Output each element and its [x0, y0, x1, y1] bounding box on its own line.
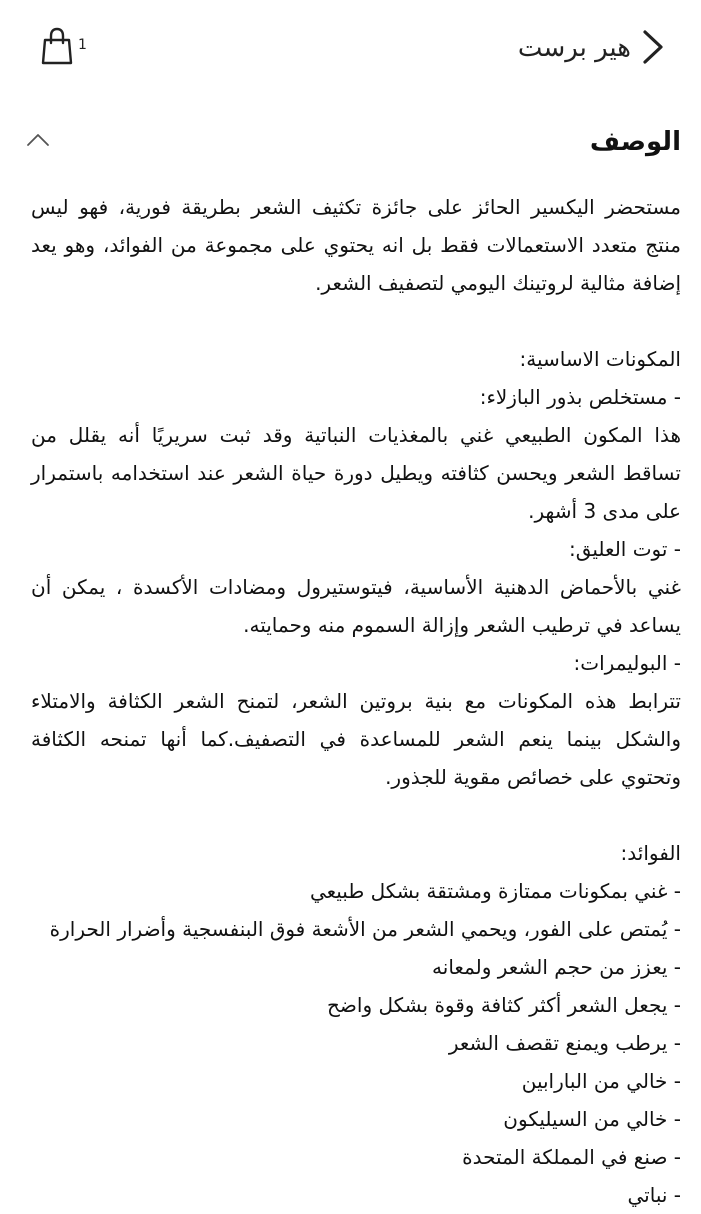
- top-bar: [0, 0, 701, 96]
- ingredient-title: - مستخلص بذور البازلاء:: [479, 385, 681, 409]
- description-accordion-header[interactable]: [0, 118, 701, 168]
- ingredient-title: - توت العليق:: [568, 537, 681, 561]
- page-title: هير برست: [517, 33, 631, 63]
- benefit-item: - يُمتص على الفور، ويحمي الشعر من الأشعة فوق البنفسجية وأضرار الحرارة: [49, 917, 681, 941]
- benefits-heading: الفوائد:: [620, 841, 681, 865]
- ingredient-text: هذا المكون الطبيعي غني بالمغذيات النباتية وقد ثبت سريريًا أنه يقلل من تساقط الشعر ويحسن كثافته ويطيل دورة حياة الشعر عند استخدامه باستمرار على مدى 3 أشهر.: [31, 423, 681, 523]
- chevron-right-icon[interactable]: [637, 28, 667, 66]
- benefit-item: - يرطب ويمنع تقصف الشعر: [448, 1031, 681, 1055]
- ingredient-title: - البوليمرات:: [573, 651, 681, 675]
- ingredient-text: غني بالأحماض الدهنية الأساسية، فيتوستيرول ومضادات الأكسدة ، يمكن أن يساعد في ترطيب الشعر وإزالة السموم منه وحمايته.: [31, 575, 681, 637]
- cart-button[interactable]: [40, 26, 100, 70]
- benefit-item: - خالي من البارابين: [521, 1069, 681, 1093]
- benefit-item: - غني بمكونات ممتازة ومشتقة بشكل طبيعي: [309, 879, 681, 903]
- ingredients-heading: المكونات الاساسية:: [519, 347, 681, 371]
- cart-count-badge: 1: [78, 37, 87, 53]
- benefit-item: - يجعل الشعر أكثر كثافة وقوة بشكل واضح: [327, 993, 681, 1017]
- shopping-bag-icon: [40, 26, 74, 66]
- benefit-item: - نباتي: [627, 1183, 681, 1207]
- description-content: [31, 188, 681, 1214]
- benefit-item: - صنع في المملكة المتحدة: [462, 1145, 681, 1169]
- intro-paragraph: مستحضر اليكسير الحائز على جائزة تكثيف الشعر بطريقة فورية، فهو ليس منتج متعدد الاستعمالات فقط بل انه يحتوي على مجموعة من الفوائد، وهو يعد إضافة مثالية لروتينك اليومي لتصفيف الشعر.: [31, 195, 681, 295]
- benefit-item: - خالي من السيليكون: [503, 1107, 681, 1131]
- benefit-item: - يعزز من حجم الشعر ولمعانه: [432, 955, 681, 979]
- ingredient-text: تترابط هذه المكونات مع بنية بروتين الشعر، لتمنح الشعر الكثافة والامتلاء والشكل بينما ينعم الشعر للمساعدة في التصفيف.كما أنها تمنحه الكثافة وتحتوي على خصائص مقوية للجذور.: [31, 689, 681, 789]
- spacer: [31, 796, 681, 834]
- spacer: [31, 302, 681, 340]
- chevron-up-icon[interactable]: [26, 132, 50, 148]
- section-title: الوصف: [589, 127, 681, 157]
